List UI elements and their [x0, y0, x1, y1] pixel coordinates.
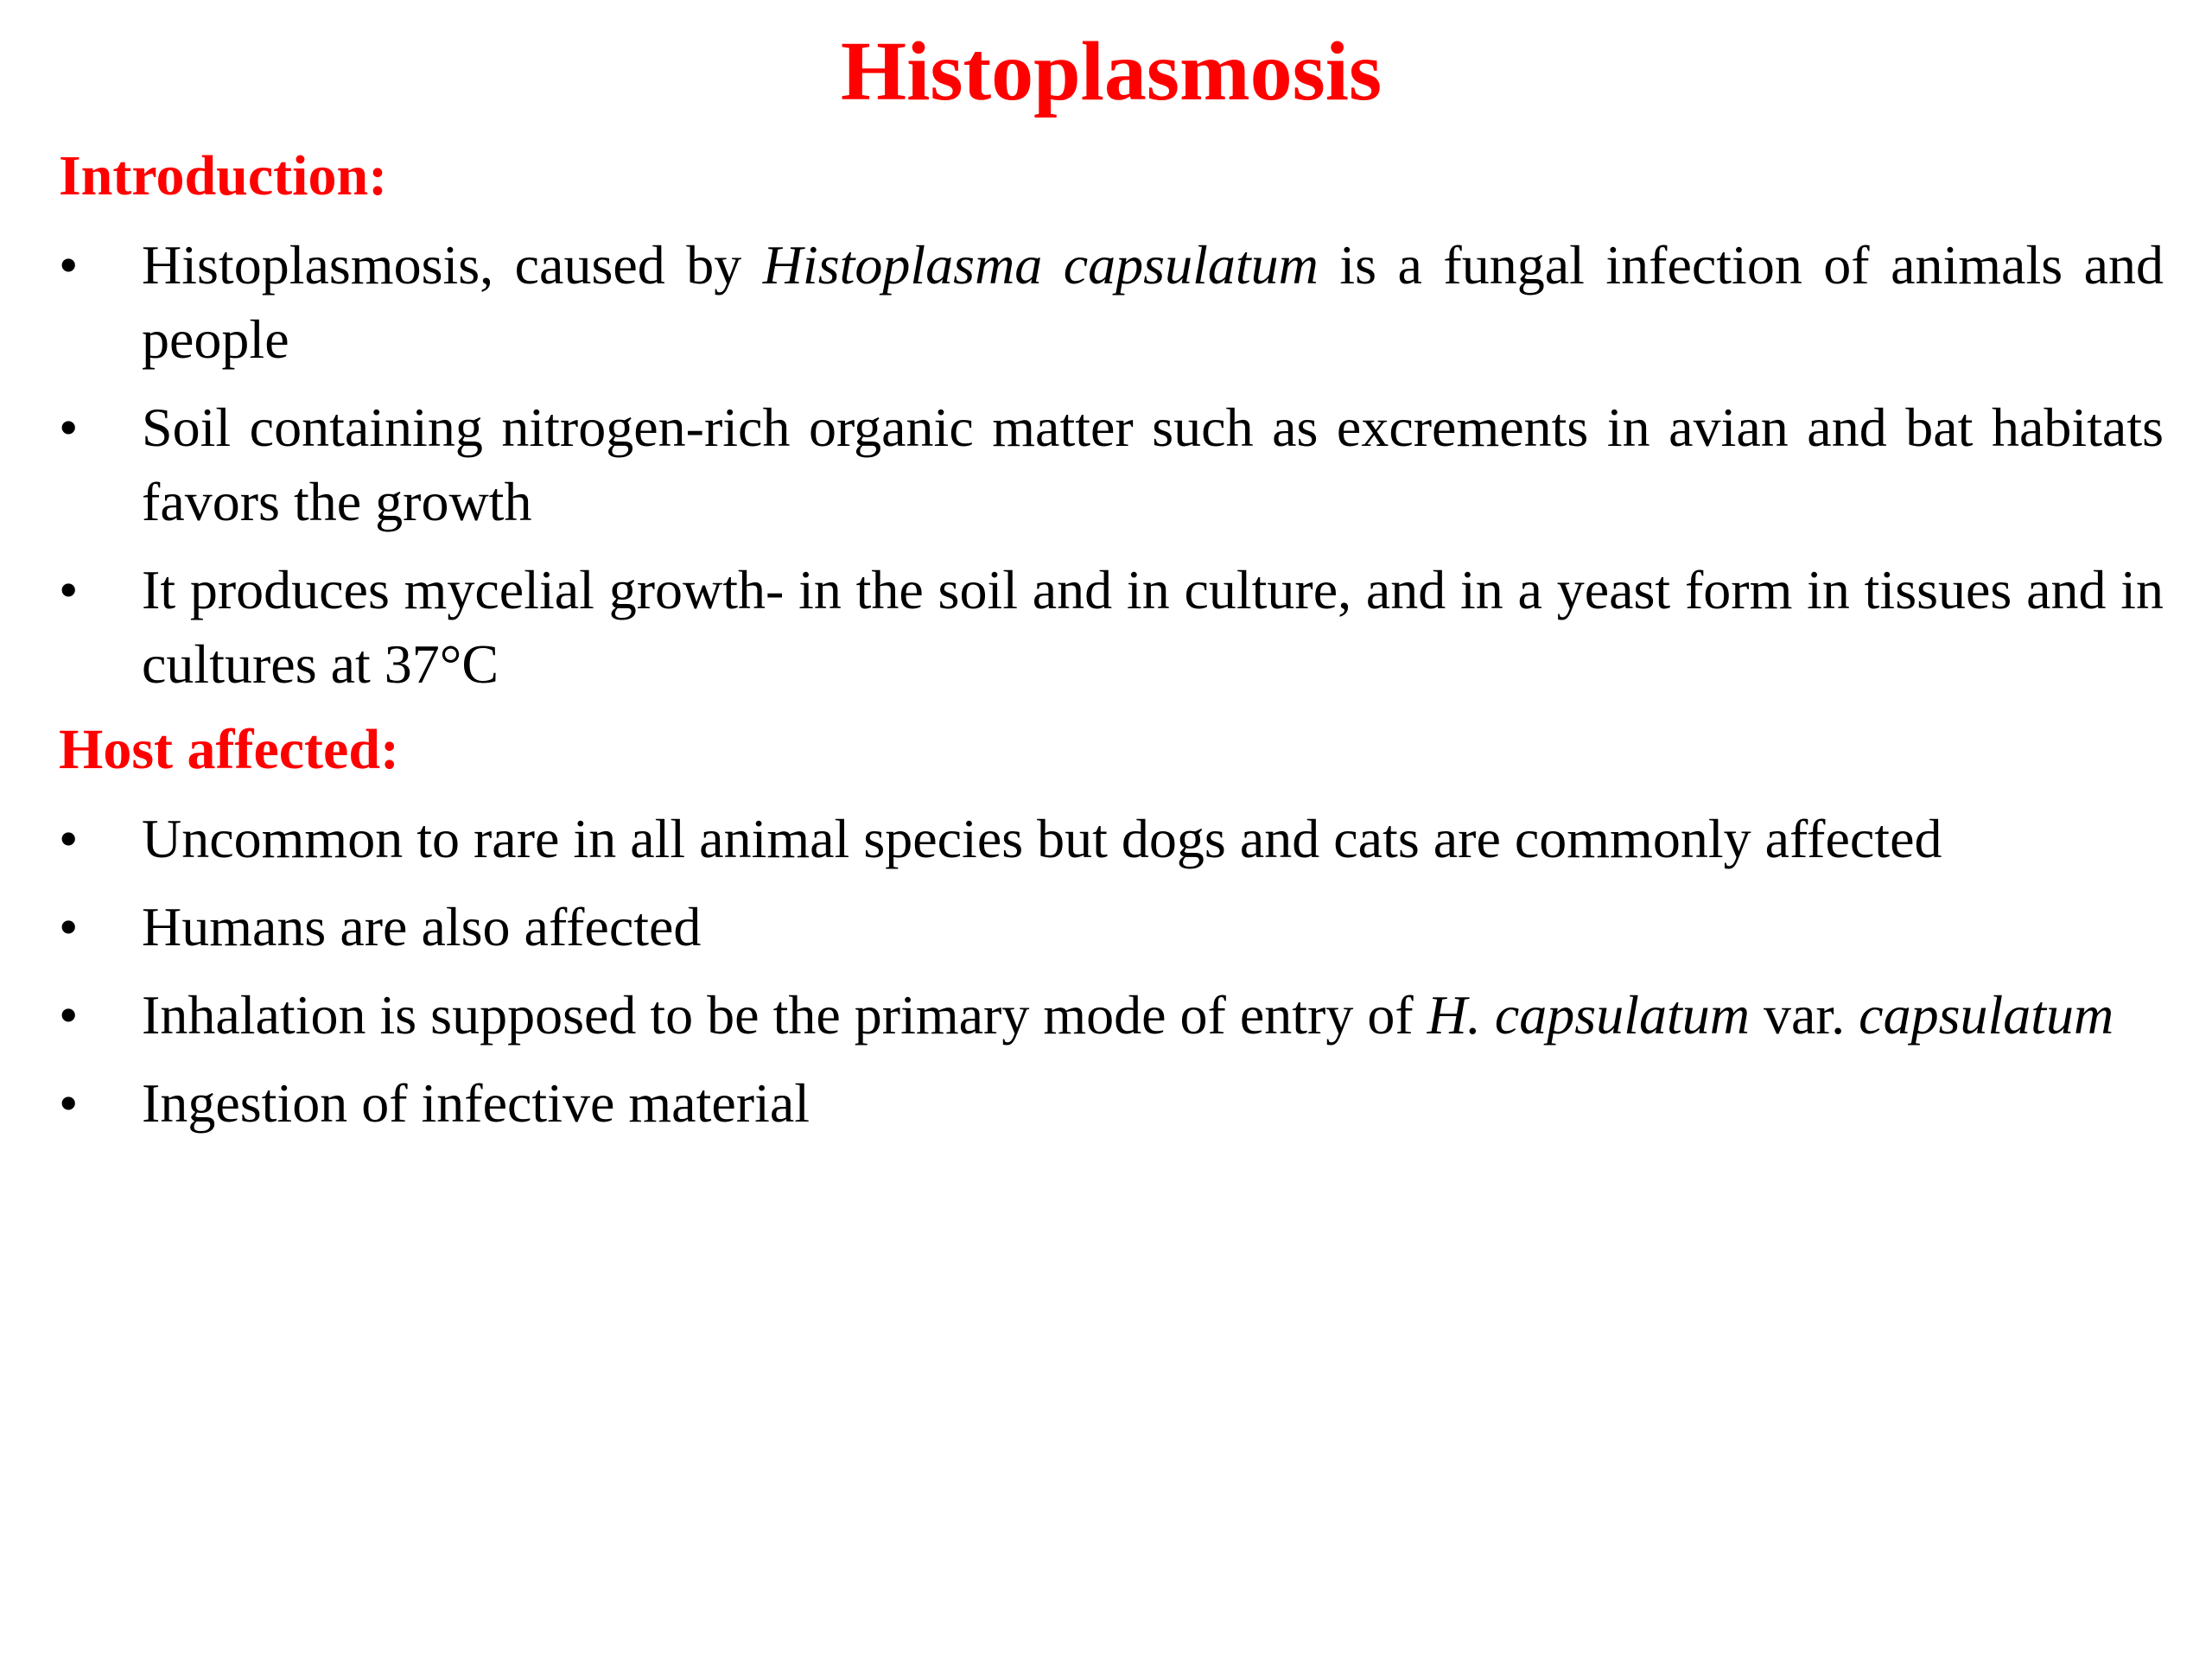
- bullet-text: [142, 397, 2164, 532]
- bullet-item: [59, 802, 2164, 876]
- text-run: var.: [1749, 984, 1859, 1046]
- bullet-text: [142, 559, 2164, 695]
- bullet-text: [142, 234, 2164, 370]
- bullet-item: [59, 890, 2164, 964]
- bullet-item: [59, 1066, 2164, 1141]
- text-run-italic: H. capsulatum: [1427, 984, 1750, 1046]
- bullet-text: [142, 808, 1942, 869]
- text-run: Soil containing nitrogen-rich organic matter such as excrements in avian and bat habitats favors the growth: [142, 397, 2164, 532]
- section-heading-host-affected: Host affected:: [59, 718, 400, 781]
- bullet-text: [142, 896, 701, 957]
- bullet-icon: •: [59, 397, 79, 458]
- bullet-icon: •: [59, 234, 79, 296]
- text-run: Histoplasmosis, caused by: [142, 234, 763, 296]
- bullet-icon: •: [59, 984, 79, 1046]
- section-host-affected: [59, 715, 2164, 1141]
- text-run: Ingestion of infective material: [142, 1072, 810, 1134]
- text-run: is a fungal infection of animals and people: [142, 234, 2164, 370]
- bullet-icon: •: [59, 559, 79, 620]
- section-introduction: [59, 142, 2164, 702]
- slide-title: Histoplasmosis: [840, 25, 1382, 118]
- bullet-text: [142, 984, 2113, 1046]
- bullet-icon: •: [59, 896, 79, 957]
- bullet-icon: •: [59, 808, 79, 869]
- bullet-item: [59, 391, 2164, 539]
- bullet-item: [59, 978, 2164, 1052]
- bullet-list-introduction: [59, 228, 2164, 702]
- bullet-item: [59, 228, 2164, 377]
- text-run: Humans are also affected: [142, 896, 702, 957]
- section-heading-introduction: Introduction:: [59, 144, 388, 207]
- bullet-list-host-affected: [59, 802, 2164, 1141]
- text-run: Uncommon to rare in all animal species but dogs and cats are commonly affected: [142, 808, 1942, 869]
- text-run-italic: Histoplasma capsulatum: [762, 234, 1319, 296]
- text-run-italic: capsulatum: [1859, 984, 2114, 1046]
- text-run: Inhalation is supposed to be the primary mode of entry of: [142, 984, 1427, 1046]
- text-run: It produces mycelial growth- in the soil and in culture, and in a yeast form in tissues and in cultures at 37°C: [142, 559, 2164, 695]
- bullet-item: [59, 553, 2164, 702]
- bullet-icon: •: [59, 1072, 79, 1134]
- bullet-text: [142, 1072, 810, 1134]
